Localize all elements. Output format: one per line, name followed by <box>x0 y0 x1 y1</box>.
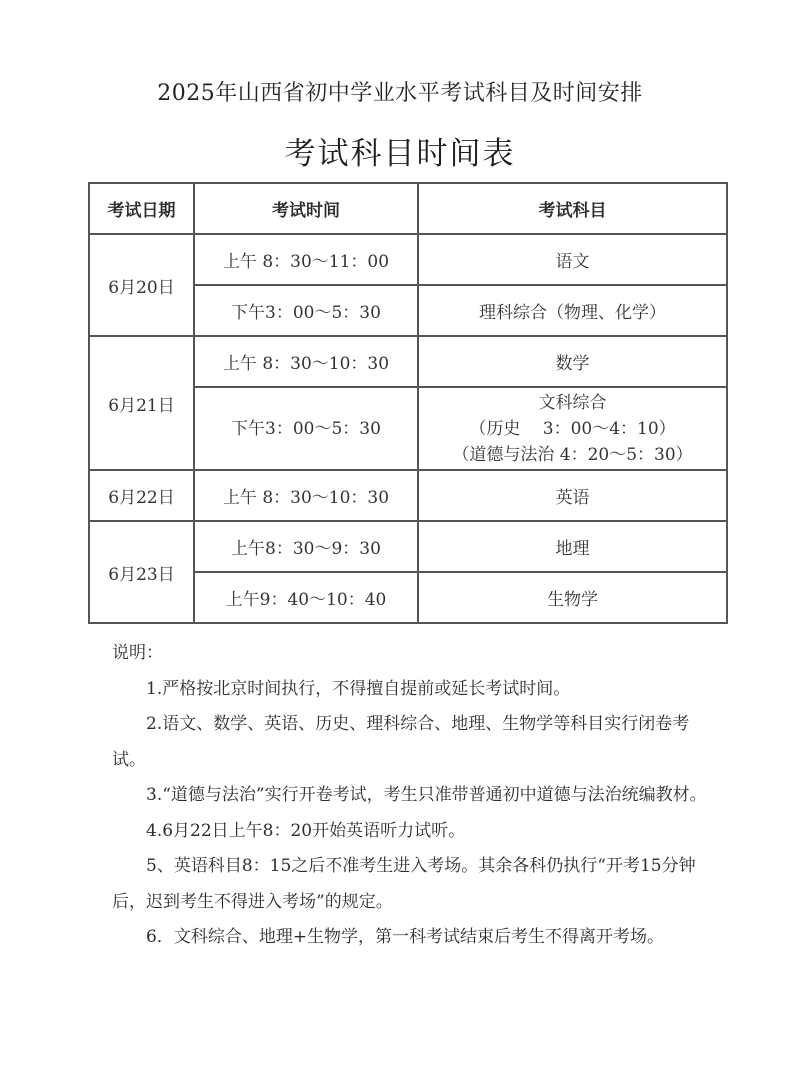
note-item: 3.“道德与法治”实行开卷考试，考生只准带普通初中道德与法治统编教材。 <box>146 785 707 805</box>
subject-cell: 数学 <box>418 336 727 387</box>
time-cell: 下午3：00～5：30 <box>194 387 418 470</box>
note-item: 6．文科综合、地理+生物学，第一科考试结束后考生不得离开考场。 <box>146 927 665 947</box>
date-cell: 6月22日 <box>89 470 194 521</box>
notes-section <box>112 636 722 956</box>
table-row <box>89 234 727 285</box>
table-header-row <box>89 183 727 234</box>
exam-schedule-table <box>88 182 728 624</box>
note-item: 2.语文、数学、英语、历史、理科综合、地理、生物学等科目实行闭卷考试。 <box>112 714 690 770</box>
document-title: 2025年山西省初中学业水平考试科目及时间安排 <box>157 81 643 106</box>
time-cell: 上午 8：30～10：30 <box>194 336 418 387</box>
table-title: 考试科目时间表 <box>284 136 516 172</box>
table-row <box>89 470 727 521</box>
notes-heading: 说明： <box>112 643 163 663</box>
header-exam-time: 考试时间 <box>194 183 418 234</box>
subject-line: 文科综合 <box>538 392 607 413</box>
note-item: 1.严格按北京时间执行，不得擅自提前或延长考试时间。 <box>146 678 571 699</box>
subject-cell: 语文 <box>418 234 727 285</box>
subject-line: （历史 3：00～4：10） <box>469 418 676 439</box>
subject-cell-multiline <box>418 387 727 470</box>
note-item: 4.6月22日上午8：20开始英语听力试听。 <box>146 820 466 841</box>
time-cell: 上午8：30～9：30 <box>194 521 418 572</box>
time-cell: 上午9：40～10：40 <box>194 572 418 623</box>
time-cell: 上午 8：30～10：30 <box>194 470 418 521</box>
table-row <box>89 521 727 572</box>
time-cell: 上午 8：30～11：00 <box>194 234 418 285</box>
date-cell: 6月21日 <box>89 336 194 470</box>
table-row <box>89 336 727 387</box>
header-exam-subject: 考试科目 <box>418 183 727 234</box>
date-cell: 6月23日 <box>89 521 194 623</box>
subject-cell: 英语 <box>418 470 727 521</box>
subject-cell: 理科综合（物理、化学） <box>418 285 727 336</box>
subject-cell: 生物学 <box>418 572 727 623</box>
note-item: 5、英语科目8：15之后不准考生进入考场。其余各科仍执行“开考15分钟后，迟到考生不得进入考场”的规定。 <box>112 856 696 912</box>
date-cell: 6月20日 <box>89 234 194 336</box>
time-cell: 下午3：00～5：30 <box>194 285 418 336</box>
subject-line: （道德与法治 4：20～5：30） <box>452 444 693 465</box>
subject-cell: 地理 <box>418 521 727 572</box>
header-exam-date: 考试日期 <box>89 183 194 234</box>
